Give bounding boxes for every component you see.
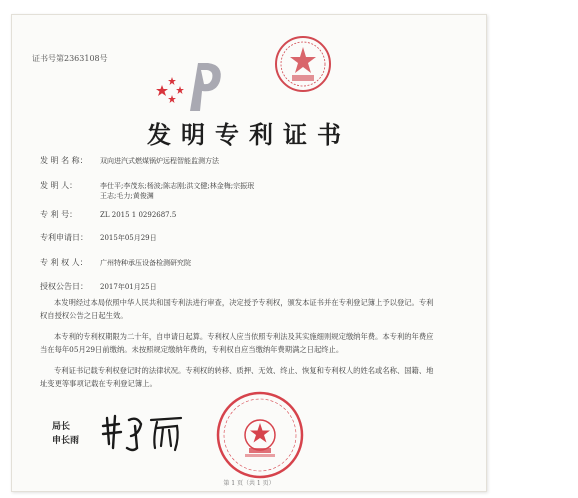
signatory-labels bbox=[52, 420, 79, 448]
field-grant-date bbox=[40, 281, 157, 292]
body-paragraph: 本专利的专利权期限为二十年，自申请日起算。专利权人应当依照专利法及其实施细则规定缴纳年费。本专利的年费应当在每年05月29日前缴纳。未按照规定缴纳年费的，专利权自应当缴纳年费期满之日起终止。 bbox=[40, 332, 434, 354]
field-label: 发 明 人： bbox=[40, 181, 78, 190]
field-patentee bbox=[40, 257, 191, 268]
national-ip-administration-seal bbox=[215, 390, 305, 480]
certificate-body-text bbox=[40, 297, 440, 399]
field-value: 李仕平;李茂东;杨波;陈志刚;洪文健;林金梅;宗振珉 bbox=[100, 182, 255, 190]
handwritten-signature bbox=[97, 408, 187, 456]
field-inventors bbox=[40, 180, 254, 191]
field-value: ZL 2015 1 0292687.5 bbox=[100, 211, 177, 219]
field-invention-name bbox=[40, 155, 219, 166]
field-label: 授权公告日： bbox=[40, 282, 88, 291]
field-value: 王志;毛力;黄俊渊 bbox=[100, 192, 154, 200]
certificate-number: 证书号第2363108号 bbox=[32, 54, 108, 63]
top-seal-stamp bbox=[274, 35, 332, 93]
field-value: 双向进汽式燃煤锅炉远程智能监测方法 bbox=[100, 157, 219, 165]
patent-office-emblem bbox=[152, 55, 232, 115]
field-value: 广州特种承压设备检测研究院 bbox=[100, 259, 191, 267]
page-footer: 第 1 页（共 1 页） bbox=[223, 480, 275, 487]
field-value: 2017年01月25日 bbox=[100, 283, 157, 291]
director-name: 申长雨 bbox=[52, 436, 80, 446]
field-value: 2015年05月29日 bbox=[100, 234, 157, 242]
field-inventors-continued bbox=[40, 191, 154, 201]
field-patent-number bbox=[40, 209, 176, 220]
field-label: 专 利 权 人： bbox=[40, 258, 88, 267]
certificate-title: 发明专利证书 bbox=[147, 120, 351, 149]
field-label: 专利申请日： bbox=[40, 233, 88, 242]
director-title: 局长 bbox=[52, 422, 71, 432]
body-paragraph: 本发明经过本局依照中华人民共和国专利法进行审查，决定授予专利权，颁发本证书并在专利登记簿上予以登记。专利权自授权公告之日起生效。 bbox=[40, 298, 434, 320]
body-paragraph: 专利证书记载专利权登记时的法律状况。专利权的转移、质押、无效、终止、恢复和专利权人的姓名或名称、国籍、地址变更等事项记载在专利登记簿上。 bbox=[40, 366, 434, 388]
field-label: 专 利 号： bbox=[40, 210, 78, 219]
field-label: 发 明 名 称： bbox=[40, 156, 88, 165]
field-application-date bbox=[40, 232, 157, 243]
certificate-document bbox=[11, 14, 487, 492]
